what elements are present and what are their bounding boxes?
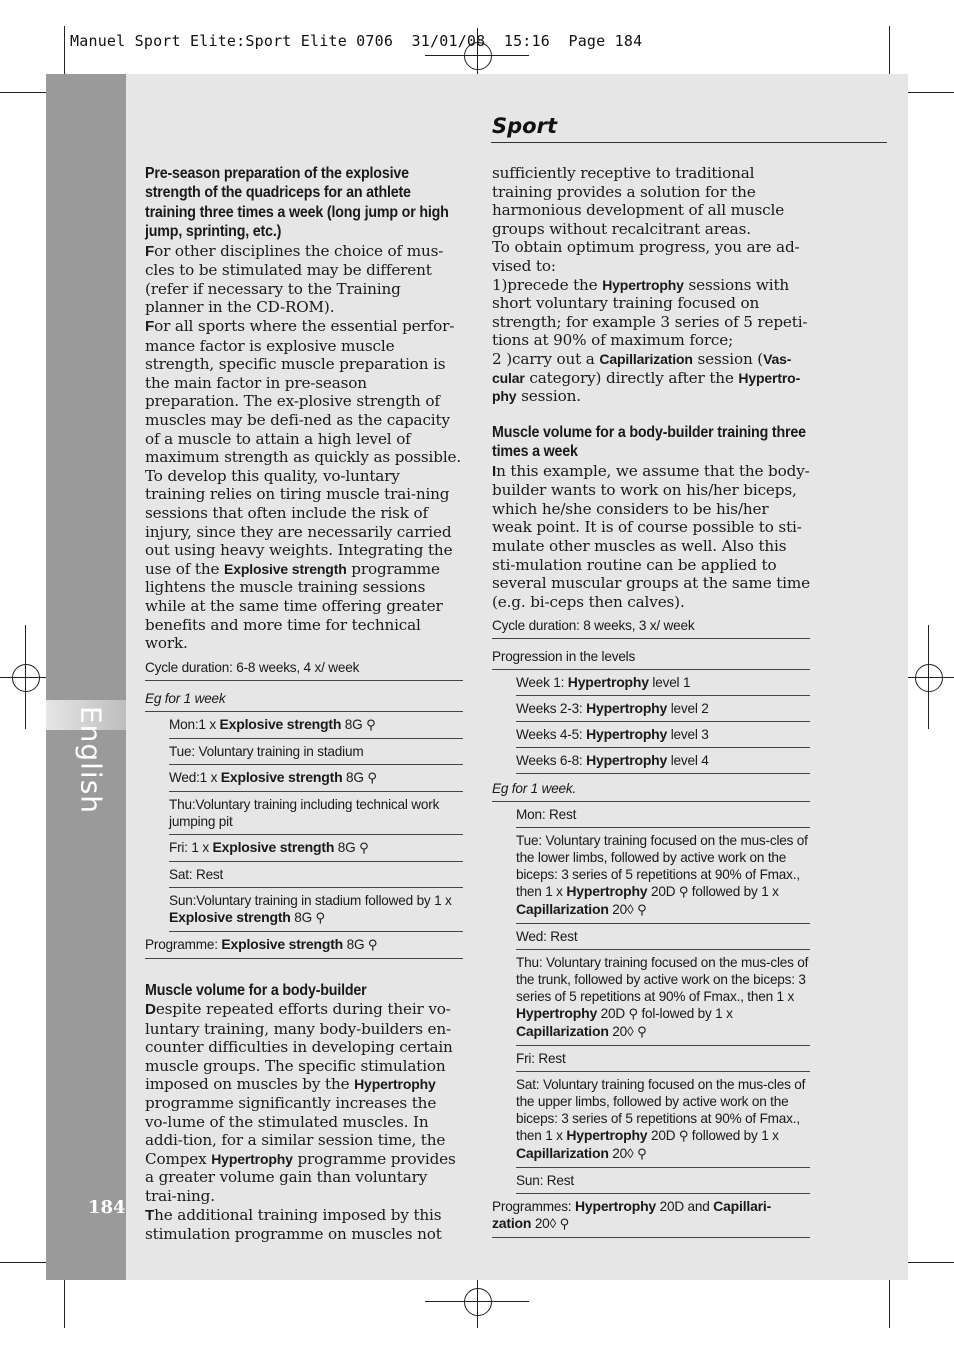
page-number: 184 xyxy=(88,1197,126,1218)
crop-mark xyxy=(902,1262,954,1263)
crop-mark xyxy=(0,1262,52,1263)
schedule-row: Sat: Rest xyxy=(169,862,463,888)
level-progression xyxy=(492,670,810,774)
person-figure-icon: ⚲ xyxy=(678,1129,689,1145)
crop-mark xyxy=(889,1276,890,1328)
schedule-row: Thu:Voluntary training including technical work jumping pit xyxy=(169,792,463,835)
level-row: Weeks 6-8: Hypertrophy level 4 xyxy=(516,748,810,774)
schedule-row: Fri: 1 x Explosive strength 8G ⚲ xyxy=(169,835,463,862)
programme-line: Programme: Explosive strength 8G ⚲ xyxy=(145,932,463,959)
level-row: Week 1: Hypertrophy level 1 xyxy=(516,670,810,696)
left-column xyxy=(145,164,463,1244)
schedule-row: Sat: Voluntary training focused on the mus-cles of the upper limbs, followed by active work on the biceps: 3 series of 5 repetitions at 90% of Fmax., then 1 x Hypertrophy 20D ⚲ followed by 1 x Capillarization 20◊ ⚲ xyxy=(516,1072,810,1168)
schedule-row: Wed:1 x Explosive strength 8G ⚲ xyxy=(169,765,463,792)
schedule-row: Fri: Rest xyxy=(516,1046,810,1072)
schedule-row: Tue: Voluntary training focused on the mus-cles of the lower limbs, followed by active work on the biceps: 3 series of 5 repetitions at 90% of Fmax., then 1 x Hypertrophy 20D ⚲ followed by 1 x Capillarization 20◊ ⚲ xyxy=(516,828,810,924)
paragraph: For all sports where the essential perfor-mance factor is explosive muscle strength, specific muscle preparation is the main factor in pre-season preparation. The ex-plosive strength of muscles may be defi-ned as the capacity of a muscle to attain a high level of maximum strength as quickly as possible. To develop this quality, vo-luntary training relies on tiring muscle trai-ning sessions that often include the risk of injury, since they are necessarily carried out using heavy weights. Integrating the use of the Explosive strength programme lightens the muscle training sessions while at the same time offering greater benefits and more time for technical work. xyxy=(145,317,462,653)
paragraph: In this example, we assume that the body-builder wants to work on his/her biceps, which he/she considers to be his/her weak point. It is of course possible to sti-mulate other muscles as well. Also this sti-mulation routine can be applied to several muscular groups at the same time (e.g. bi-ceps then calves). xyxy=(492,461,810,611)
person-figure-icon: ⚲ xyxy=(315,910,325,926)
person-figure-icon: ⚲ xyxy=(359,840,369,856)
crop-mark xyxy=(889,26,890,78)
person-figure-icon: ⚲ xyxy=(637,903,647,919)
eg-week-label: Eg for 1 week. xyxy=(492,774,810,802)
paragraph: 2 )carry out a Capillarization session (Vas-cular category) directly after the Hypertro-phy session. xyxy=(492,349,801,406)
programmes-line: Programmes: Hypertrophy 20D and Capillari-zation 20◊ ⚲ xyxy=(492,1194,810,1238)
heading-explosive-strength: Pre-season preparation of the explosive strength of the quadriceps for an athlete training three times a week (long jump or high jump, sprinting, etc.) xyxy=(145,165,449,241)
schedule-row: Mon: Rest xyxy=(516,802,810,828)
language-label: English xyxy=(74,705,108,815)
title-rule xyxy=(491,142,887,143)
person-figure-icon: ⚲ xyxy=(559,1217,569,1233)
schedule-row: Mon:1 x Explosive strength 8G ⚲ xyxy=(169,712,463,739)
person-figure-icon: ⚲ xyxy=(637,1147,647,1163)
registration-mark-line xyxy=(0,677,52,678)
registration-mark xyxy=(464,1288,492,1316)
paragraph: The additional training imposed by this stimulation programme on muscles not xyxy=(145,1205,442,1244)
schedule-row: Sun: Rest xyxy=(516,1168,810,1194)
paragraph: 1)precede the Hypertrophy sessions with short voluntary training focused on strength; for example 3 series of 5 repeti-tions at 90% of maximum force; xyxy=(492,275,808,350)
registration-mark-line xyxy=(902,677,954,678)
cycle-duration: Cycle duration: 6-8 weeks, 4 x/ week xyxy=(145,653,463,681)
crop-mark xyxy=(902,92,954,93)
print-slug: Manuel Sport Elite:Sport Elite 0706 31/01/08 15:16 Page 184 xyxy=(70,32,643,50)
heading-muscle-volume: Muscle volume for a body-builder xyxy=(145,981,367,999)
person-figure-icon: ⚲ xyxy=(366,717,376,733)
registration-mark-line xyxy=(425,1301,529,1302)
registration-mark-line xyxy=(425,55,529,56)
right-column xyxy=(492,164,810,1238)
person-figure-icon: ⚲ xyxy=(367,770,377,786)
paragraph: Despite repeated efforts during their vo-luntary training, many body-builders en-counter difficulties in developing certain muscle groups. The specific stimulation imposed on muscles by the Hypertrophy programme significantly increases the vo-lume of the stimulated muscles. In addi-tion, for a similar session time, the Compex Hypertrophy programme provides a greater volume gain than voluntary trai-ning. xyxy=(145,1000,456,1206)
person-figure-icon: ⚲ xyxy=(678,885,689,901)
registration-mark xyxy=(12,664,40,692)
person-figure-icon: ⚲ xyxy=(637,1025,647,1041)
eg-week-label: Eg for 1 week xyxy=(145,681,463,712)
level-row: Weeks 4-5: Hypertrophy level 3 xyxy=(516,722,810,748)
week-schedule xyxy=(145,712,463,932)
person-figure-icon: ⚲ xyxy=(367,937,378,953)
crop-mark xyxy=(64,26,65,78)
level-row: Weeks 2-3: Hypertrophy level 2 xyxy=(516,696,810,722)
registration-mark-line xyxy=(477,1276,478,1328)
language-sidebar xyxy=(46,74,126,1280)
crop-mark xyxy=(0,92,52,93)
paragraph: sufficiently receptive to traditional training provides a solution for the harmonious development of all muscle groups without recalcitrant areas. xyxy=(492,164,785,238)
heading-three-times-week: Muscle volume for a body-builder training three times a week xyxy=(492,423,806,461)
paragraph: For other disciplines the choice of mus-cles to be stimulated may be different (refer if necessary to the Training planner in the CD-ROM). xyxy=(145,241,444,317)
registration-mark xyxy=(915,664,943,692)
schedule-row: Sun:Voluntary training in stadium followed by 1 x Explosive strength 8G ⚲ xyxy=(169,888,463,932)
crop-mark xyxy=(64,1276,65,1328)
cycle-duration: Cycle duration: 8 weeks, 3 x/ week xyxy=(492,611,810,639)
schedule-row: Wed: Rest xyxy=(516,924,810,950)
section-title: Sport xyxy=(492,114,557,138)
progression-label: Progression in the levels xyxy=(492,639,810,670)
schedule-row: Tue: Voluntary training in stadium xyxy=(169,739,463,765)
schedule-row: Thu: Voluntary training focused on the mus-cles of the trunk, followed by active work on the biceps: 3 series of 5 repetitions at 90% of Fmax., then 1 x Hypertrophy 20D ⚲ fol-lowed by 1 x Capillarization 20◊ ⚲ xyxy=(516,950,810,1046)
person-figure-icon: ⚲ xyxy=(628,1007,638,1023)
paragraph: To obtain optimum progress, you are ad-vised to: xyxy=(492,238,800,275)
